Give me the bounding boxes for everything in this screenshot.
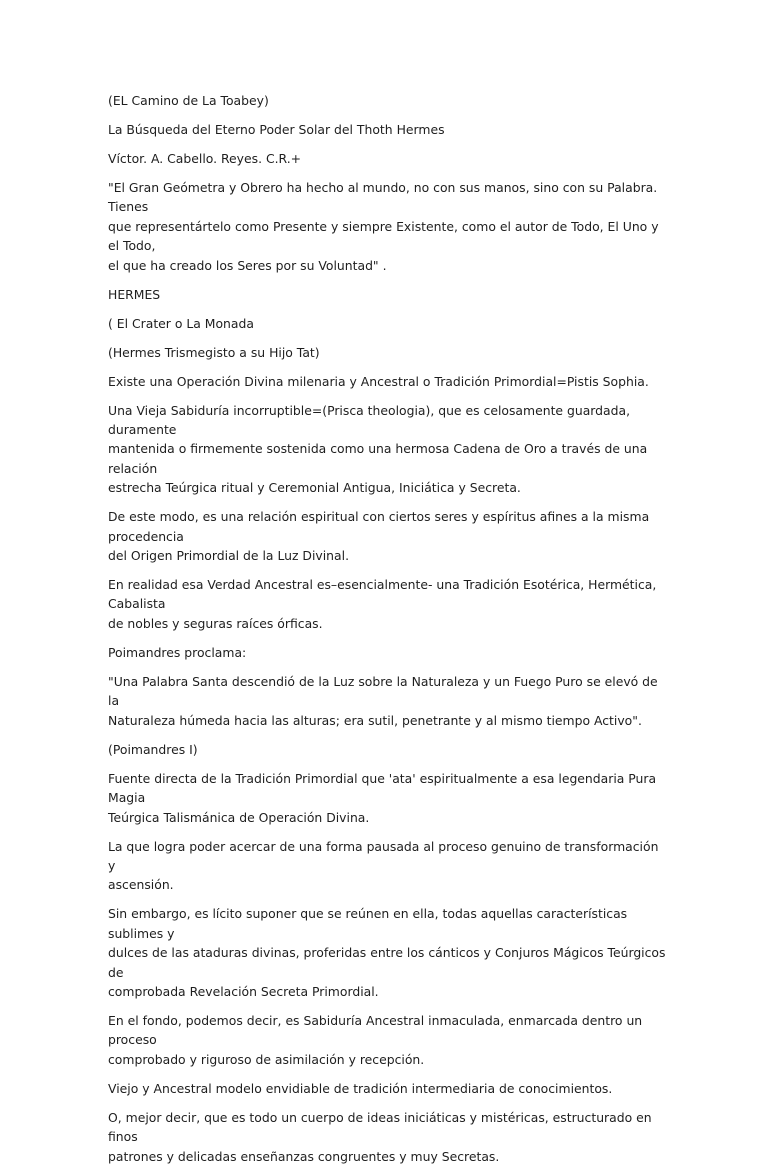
body-paragraph: En realidad esa Verdad Ancestral es–esencialmente- una Tradición Esotérica, Hermética, Cabalista de nobles y seguras raíces órficas. (108, 577, 657, 631)
document-author: Víctor. A. Cabello. Reyes. C.R.+ (108, 151, 302, 166)
body-paragraph: Fuente directa de la Tradición Primordial que 'ata' espiritualmente a esa legendaria Pura Magia Teúrgica Talismánica de Operación Divina. (108, 770, 657, 825)
body-paragraph: Existe una Operación Divina milenaria y Ancestral o Tradición Primordial=Pistis Sophia. (108, 373, 649, 389)
body-paragraph: Sin embargo, es lícito suponer que se reúnen en ella, todas aquellas características sublimes y dulces de las ataduras divinas, proferidas entre los cánticos y Conjuros Mágicos Teúrgicos de comprobada Revelación Secreta Primordial. (108, 906, 666, 999)
poimandres-quote: "Una Palabra Santa descendió de la Luz sobre la Naturaleza y un Fuego Puro se elevó de la Naturaleza húmeda hacia las alturas; era sutil, penetrante y al mismo tiempo Activo". (108, 673, 658, 728)
document-page (108, 91, 668, 1176)
body-paragraph: Viejo y Ancestral modelo envidiable de tradición intermediaria de conocimientos. (108, 1080, 613, 1096)
body-paragraph: Poimandres proclama: (108, 644, 247, 660)
quote-source: ( El Crater o La Monada (108, 315, 254, 331)
body-paragraph: Una Vieja Sabiduría incorruptible=(Prisca theologia), que es celosamente guardada, duramente mantenida o firmemente sostenida como una hermosa Cadena de Oro a través de una relación estrecha Teúrgica ritual y Ceremonial Antigua, Iniciática y Secreta. (108, 402, 648, 496)
body-paragraph: La que logra poder acercar de una forma pausada al proceso genuino de transformación y ascensión. (108, 838, 659, 893)
poimandres-citation: (Poimandres I) (108, 741, 198, 757)
epigraph-quote: "El Gran Geómetra y Obrero ha hecho al mundo, no con sus manos, sino con su Palabra. Tienes que representártelo como Presente y siempre Existente, como el autor de Todo, El Uno y el Todo, el que ha creado los Seres por su Voluntad" . (108, 180, 659, 273)
document-subtitle: (EL Camino de La Toabey) (108, 93, 269, 108)
body-paragraph: En el fondo, podemos decir, es Sabiduría Ancestral inmaculada, enmarcada dentro un proceso comprobado y riguroso de asimilación y recepción. (108, 1012, 643, 1067)
body-paragraph: O, mejor decir, que es todo un cuerpo de ideas iniciáticas y mistéricas, estructurado en finos patrones y delicadas enseñanzas congruentes y muy Secretas. (108, 1109, 652, 1164)
body-paragraph: De este modo, es una relación espiritual con ciertos seres y espíritus afines a la misma procedencia del Origen Primordial de la Luz Divinal. (108, 509, 650, 564)
quote-attribution: HERMES (108, 286, 161, 302)
quote-source-note: (Hermes Trismegisto a su Hijo Tat) (108, 344, 320, 360)
document-title: La Búsqueda del Eterno Poder Solar del Thoth Hermes (108, 122, 445, 137)
